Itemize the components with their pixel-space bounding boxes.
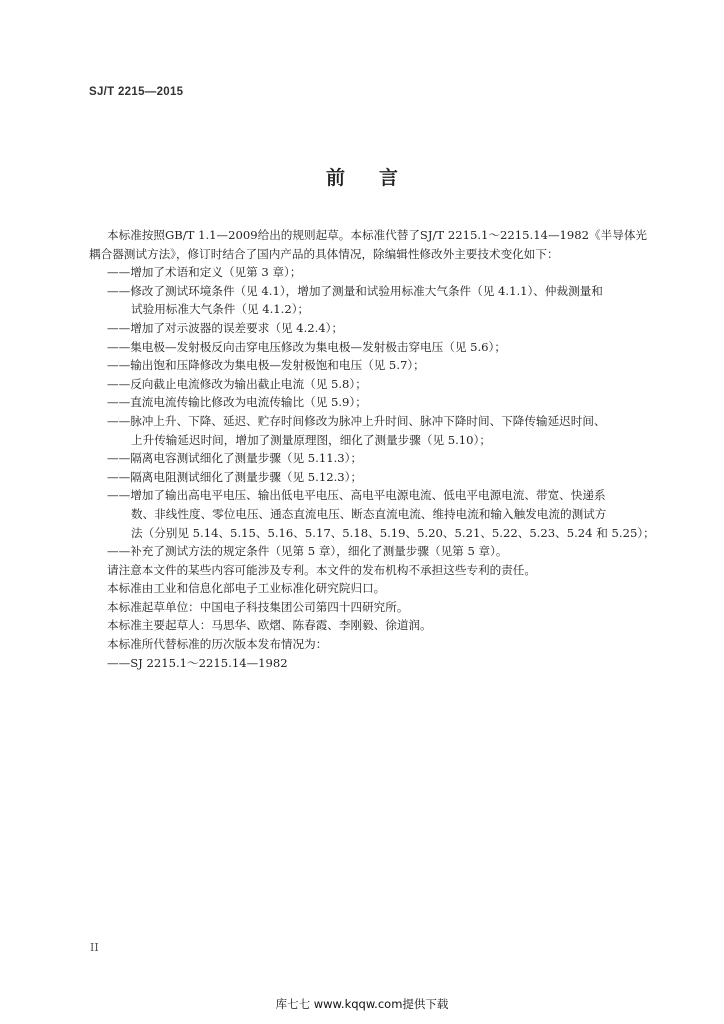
change-item: ——集电极—发射极反向击穿电压修改为集电极—发射极击穿电压（见 5.6）； [107, 339, 506, 354]
change-item: ——直流电流传输比修改为电流传输比（见 5.9）； [107, 395, 367, 410]
page-title: 前言 [325, 167, 432, 189]
change-item-continuation: 法（分别见 5.14、5.15、5.16、5.17、5.18、5.19、5.20、5.21、5.22、5.23、5.24 和 5.25）； [131, 525, 655, 540]
patent-notice: 请注意本文件的某些内容可能涉及专利。本文件的发布机构不承担这些专利的责任。 [107, 562, 536, 577]
change-item: ——增加了对示波器的误差要求（见 4.2.4）； [107, 320, 344, 335]
change-item: ——增加了术语和定义（见第 3 章）； [107, 265, 302, 280]
drafters-statement: 本标准主要起草人：马思华、欧熠、陈春霞、李刚毅、徐道润。 [107, 618, 432, 633]
change-item-continuation: 数、非线性度、零位电压、通态直流电压、断态直流电流、维持电流和输入触发电流的测试方 [131, 506, 607, 521]
change-item: ——隔离电阻测试细化了测量步骤（见 5.12.3）； [107, 469, 363, 484]
intro-line-2: 耦合器测试方法》，修订时结合了国内产品的具体情况，除编辑性修改外主要技术变化如下： [89, 246, 559, 261]
foreword-body [89, 226, 655, 672]
change-item-continuation: 上升传输延迟时间，增加了测量原理图，细化了测量步骤（见 5.10）； [131, 432, 491, 447]
standard-number: SJ/T 2215—2015 [89, 86, 184, 98]
change-item: ——反向截止电流修改为输出截止电流（见 5.8）； [107, 376, 367, 391]
download-watermark: 库七七 www.kqqw.com提供下载 [275, 997, 449, 1011]
proposer-statement: 本标准由工业和信息化部电子工业标准化研究院归口。 [107, 581, 386, 596]
change-item: ——补充了测试方法的规定条件（见第 5 章），细化了测量步骤（见第 5 章）。 [107, 544, 508, 559]
change-item: ——修改了测试环境条件（见 4.1），增加了测量和试验用标准大气条件（见 4.1.1）、仲裁测量和 [107, 283, 603, 298]
history-item: ——SJ 2215.1～2215.14—1982 [107, 655, 288, 670]
change-item-continuation: 试验用标准大气条件（见 4.1.2）； [131, 302, 310, 317]
drafting-unit-statement: 本标准起草单位：中国电子科技集团公司第四十四研究所。 [107, 599, 409, 614]
intro-line-1: 本标准按照GB/T 1.1—2009给出的规则起草。本标准代替了SJ/T 2215.1～2215.14—1982《半导体光 [107, 228, 648, 242]
change-item: ——脉冲上升、下降、延迟、贮存时间修改为脉冲上升时间、脉冲下降时间、下降传输延迟时间、 [107, 413, 606, 428]
history-intro: 本标准所代替标准的历次版本发布情况为： [107, 637, 328, 652]
change-item: ——增加了输出高电平电压、输出低电平电压、高电平电源电流、低电平电源电流、带宽、快递系 [107, 488, 606, 503]
change-item: ——隔离电容测试细化了测量步骤（见 5.11.3）； [107, 451, 363, 466]
change-item: ——输出饱和压降修改为集电极—发射极饱和电压（见 5.7）； [107, 358, 425, 373]
page-number: II [90, 941, 99, 954]
